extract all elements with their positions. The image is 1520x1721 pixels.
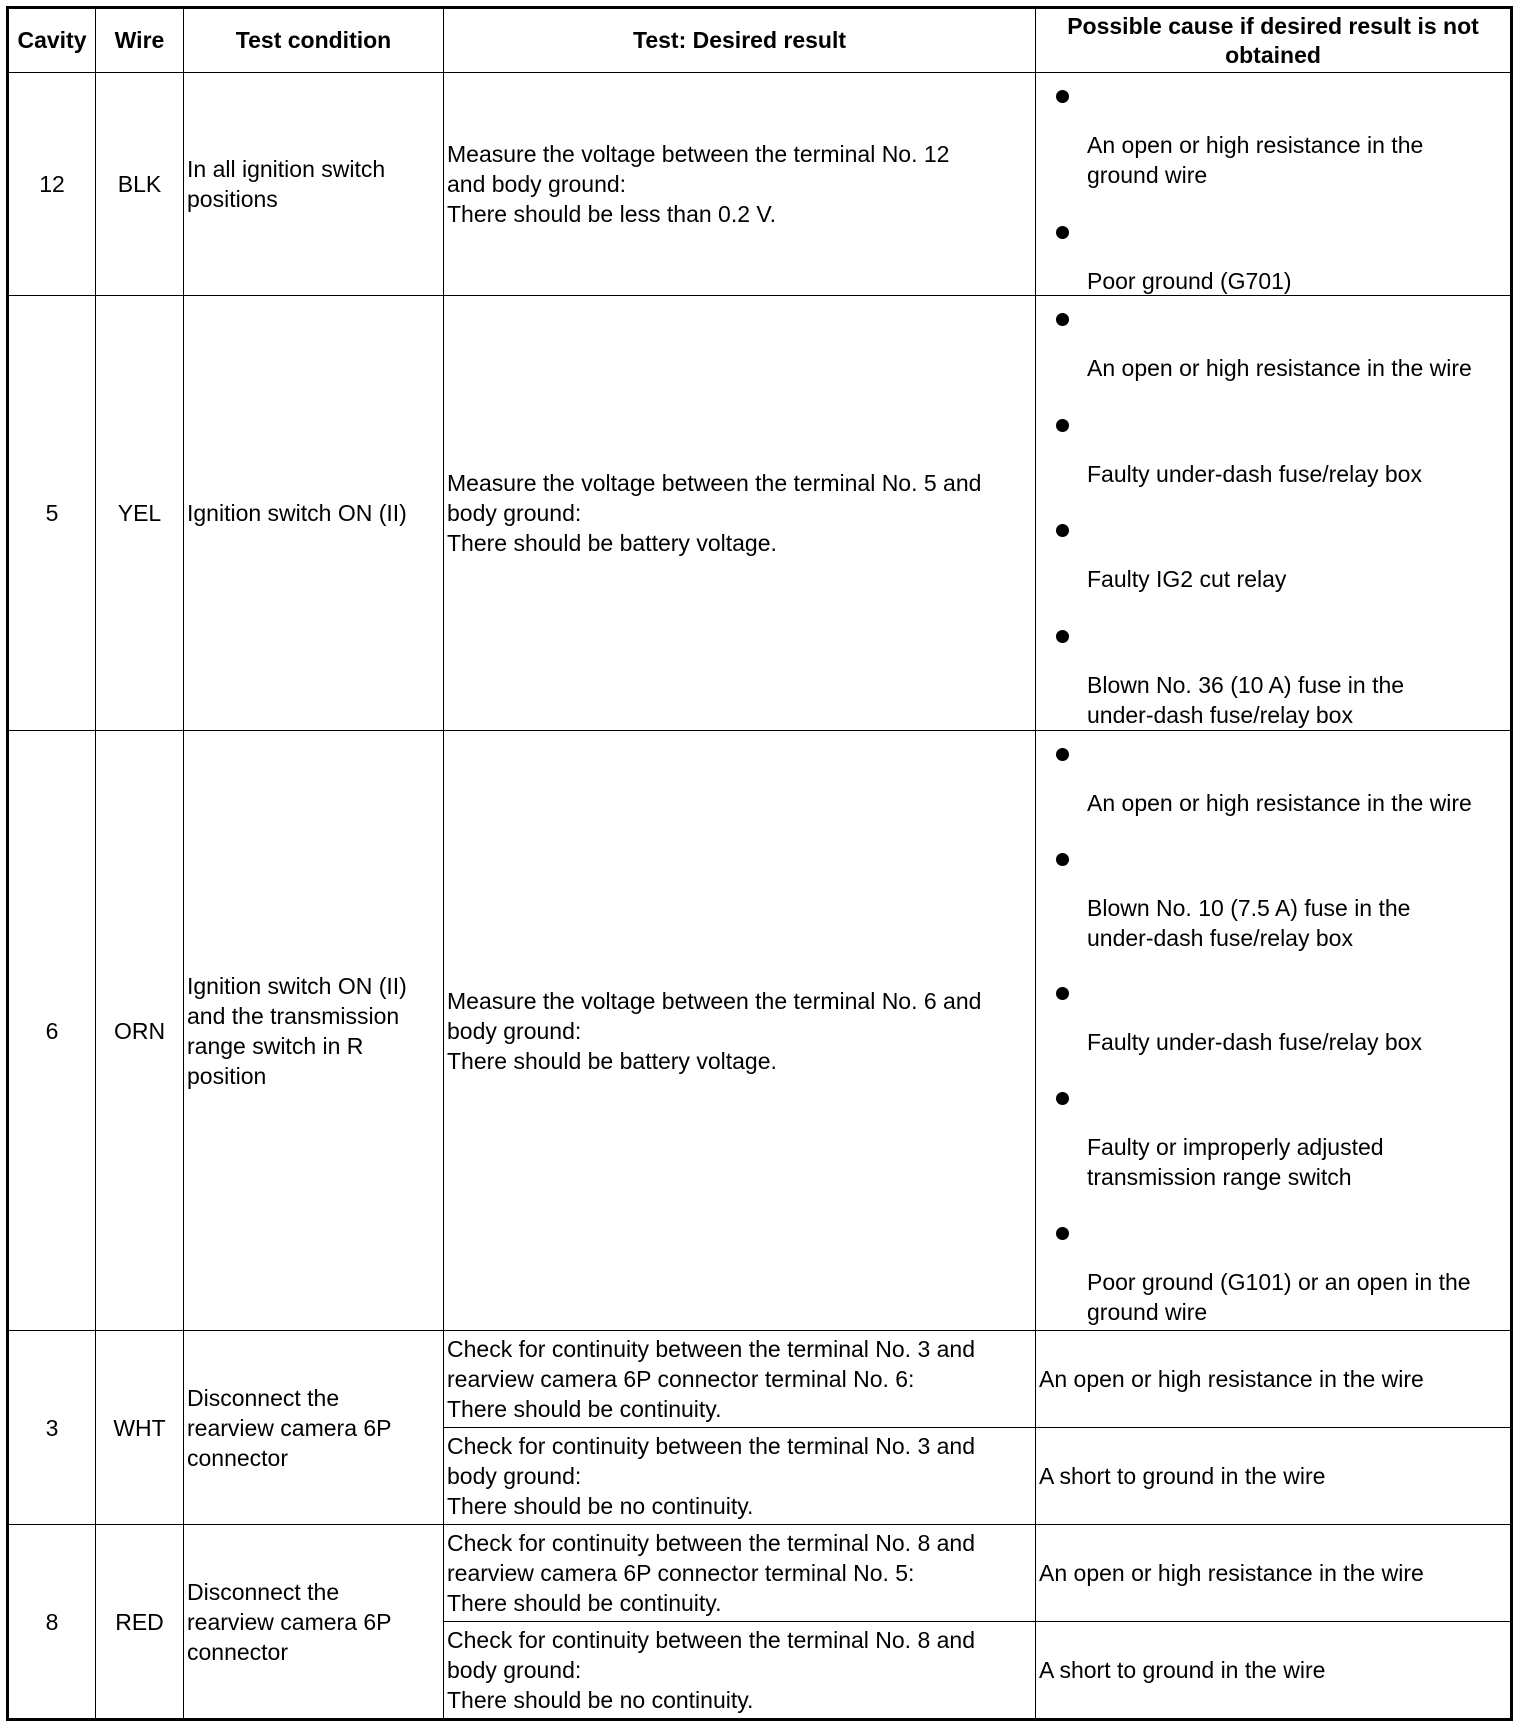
- header-desired-result: Test: Desired result: [444, 8, 1036, 73]
- bullet-icon: [1056, 313, 1069, 326]
- cause-cell: A short to ground in the wire: [1036, 1428, 1512, 1525]
- cause-text: Blown No. 10 (7.5 A) fuse in the under-dash fuse/relay box: [1087, 895, 1411, 951]
- condition-cell: Disconnect the rearview camera 6P connector: [184, 1525, 444, 1720]
- cause-text: Poor ground (G101) or an open in the ground wire: [1087, 1269, 1471, 1325]
- table-row: [8, 1331, 1512, 1428]
- cause-cell: A short to ground in the wire: [1036, 1622, 1512, 1720]
- bullet-icon: [1056, 524, 1069, 537]
- result-cell: Check for continuity between the terminal No. 8 and body ground: There should be no continuity.: [444, 1622, 1036, 1720]
- cavity-cell: 8: [8, 1525, 96, 1720]
- cause-text: An open or high resistance in the ground wire: [1087, 132, 1424, 188]
- troubleshooting-table: [6, 6, 1513, 1721]
- table-row: [8, 731, 1512, 1331]
- causes-cell: [1036, 296, 1512, 731]
- result-cell: Check for continuity between the terminal No. 8 and rearview camera 6P connector terminal No. 5: There should be continuity.: [444, 1525, 1036, 1622]
- condition-cell: Ignition switch ON (II): [184, 296, 444, 731]
- causes-cell: [1036, 73, 1512, 296]
- result-cell: Measure the voltage between the terminal No. 6 and body ground: There should be battery voltage.: [444, 731, 1036, 1331]
- table-row: [8, 296, 1512, 731]
- cause-text: Faulty or improperly adjusted transmission range switch: [1087, 1134, 1384, 1190]
- cavity-cell: 6: [8, 731, 96, 1331]
- table-row: [8, 1525, 1512, 1622]
- cause-text: Faulty under-dash fuse/relay box: [1087, 1029, 1422, 1055]
- condition-cell: Disconnect the rearview camera 6P connector: [184, 1331, 444, 1525]
- cause-text: Poor ground (G701): [1087, 268, 1292, 294]
- cause-text: An open or high resistance in the wire: [1087, 790, 1472, 816]
- wire-cell: RED: [96, 1525, 184, 1720]
- table-row: [8, 73, 1512, 296]
- wire-cell: YEL: [96, 296, 184, 731]
- bullet-icon: [1056, 748, 1069, 761]
- cause-text: Blown No. 36 (10 A) fuse in the under-dash fuse/relay box: [1087, 672, 1405, 728]
- header-wire: Wire: [96, 8, 184, 73]
- cavity-cell: 3: [8, 1331, 96, 1525]
- wire-cell: WHT: [96, 1331, 184, 1525]
- bullet-icon: [1056, 226, 1069, 239]
- result-cell: Measure the voltage between the terminal No. 12 and body ground: There should be less than 0.2 V.: [444, 73, 1036, 296]
- condition-cell: Ignition switch ON (II) and the transmission range switch in R position: [184, 731, 444, 1331]
- condition-cell: In all ignition switch positions: [184, 73, 444, 296]
- cause-cell: An open or high resistance in the wire: [1036, 1331, 1512, 1428]
- bullet-icon: [1056, 1227, 1069, 1240]
- bullet-icon: [1056, 987, 1069, 1000]
- bullet-icon: [1056, 1092, 1069, 1105]
- cause-text: An open or high resistance in the wire: [1087, 355, 1472, 381]
- result-cell: Check for continuity between the terminal No. 3 and body ground: There should be no continuity.: [444, 1428, 1036, 1525]
- bullet-icon: [1056, 419, 1069, 432]
- cause-text: Faulty IG2 cut relay: [1087, 566, 1287, 592]
- result-cell: Measure the voltage between the terminal No. 5 and body ground: There should be battery voltage.: [444, 296, 1036, 731]
- cause-cell: An open or high resistance in the wire: [1036, 1525, 1512, 1622]
- header-cavity: Cavity: [8, 8, 96, 73]
- wire-cell: ORN: [96, 731, 184, 1331]
- result-cell: Check for continuity between the terminal No. 3 and rearview camera 6P connector terminal No. 6: There should be continuity.: [444, 1331, 1036, 1428]
- header-test-condition: Test condition: [184, 8, 444, 73]
- bullet-icon: [1056, 90, 1069, 103]
- bullet-icon: [1056, 853, 1069, 866]
- header-row: [8, 8, 1512, 73]
- bullet-icon: [1056, 630, 1069, 643]
- cavity-cell: 12: [8, 73, 96, 296]
- cause-text: Faulty under-dash fuse/relay box: [1087, 461, 1422, 487]
- wire-cell: BLK: [96, 73, 184, 296]
- header-possible-cause: Possible cause if desired result is not obtained: [1036, 8, 1512, 73]
- causes-cell: [1036, 731, 1512, 1331]
- cavity-cell: 5: [8, 296, 96, 731]
